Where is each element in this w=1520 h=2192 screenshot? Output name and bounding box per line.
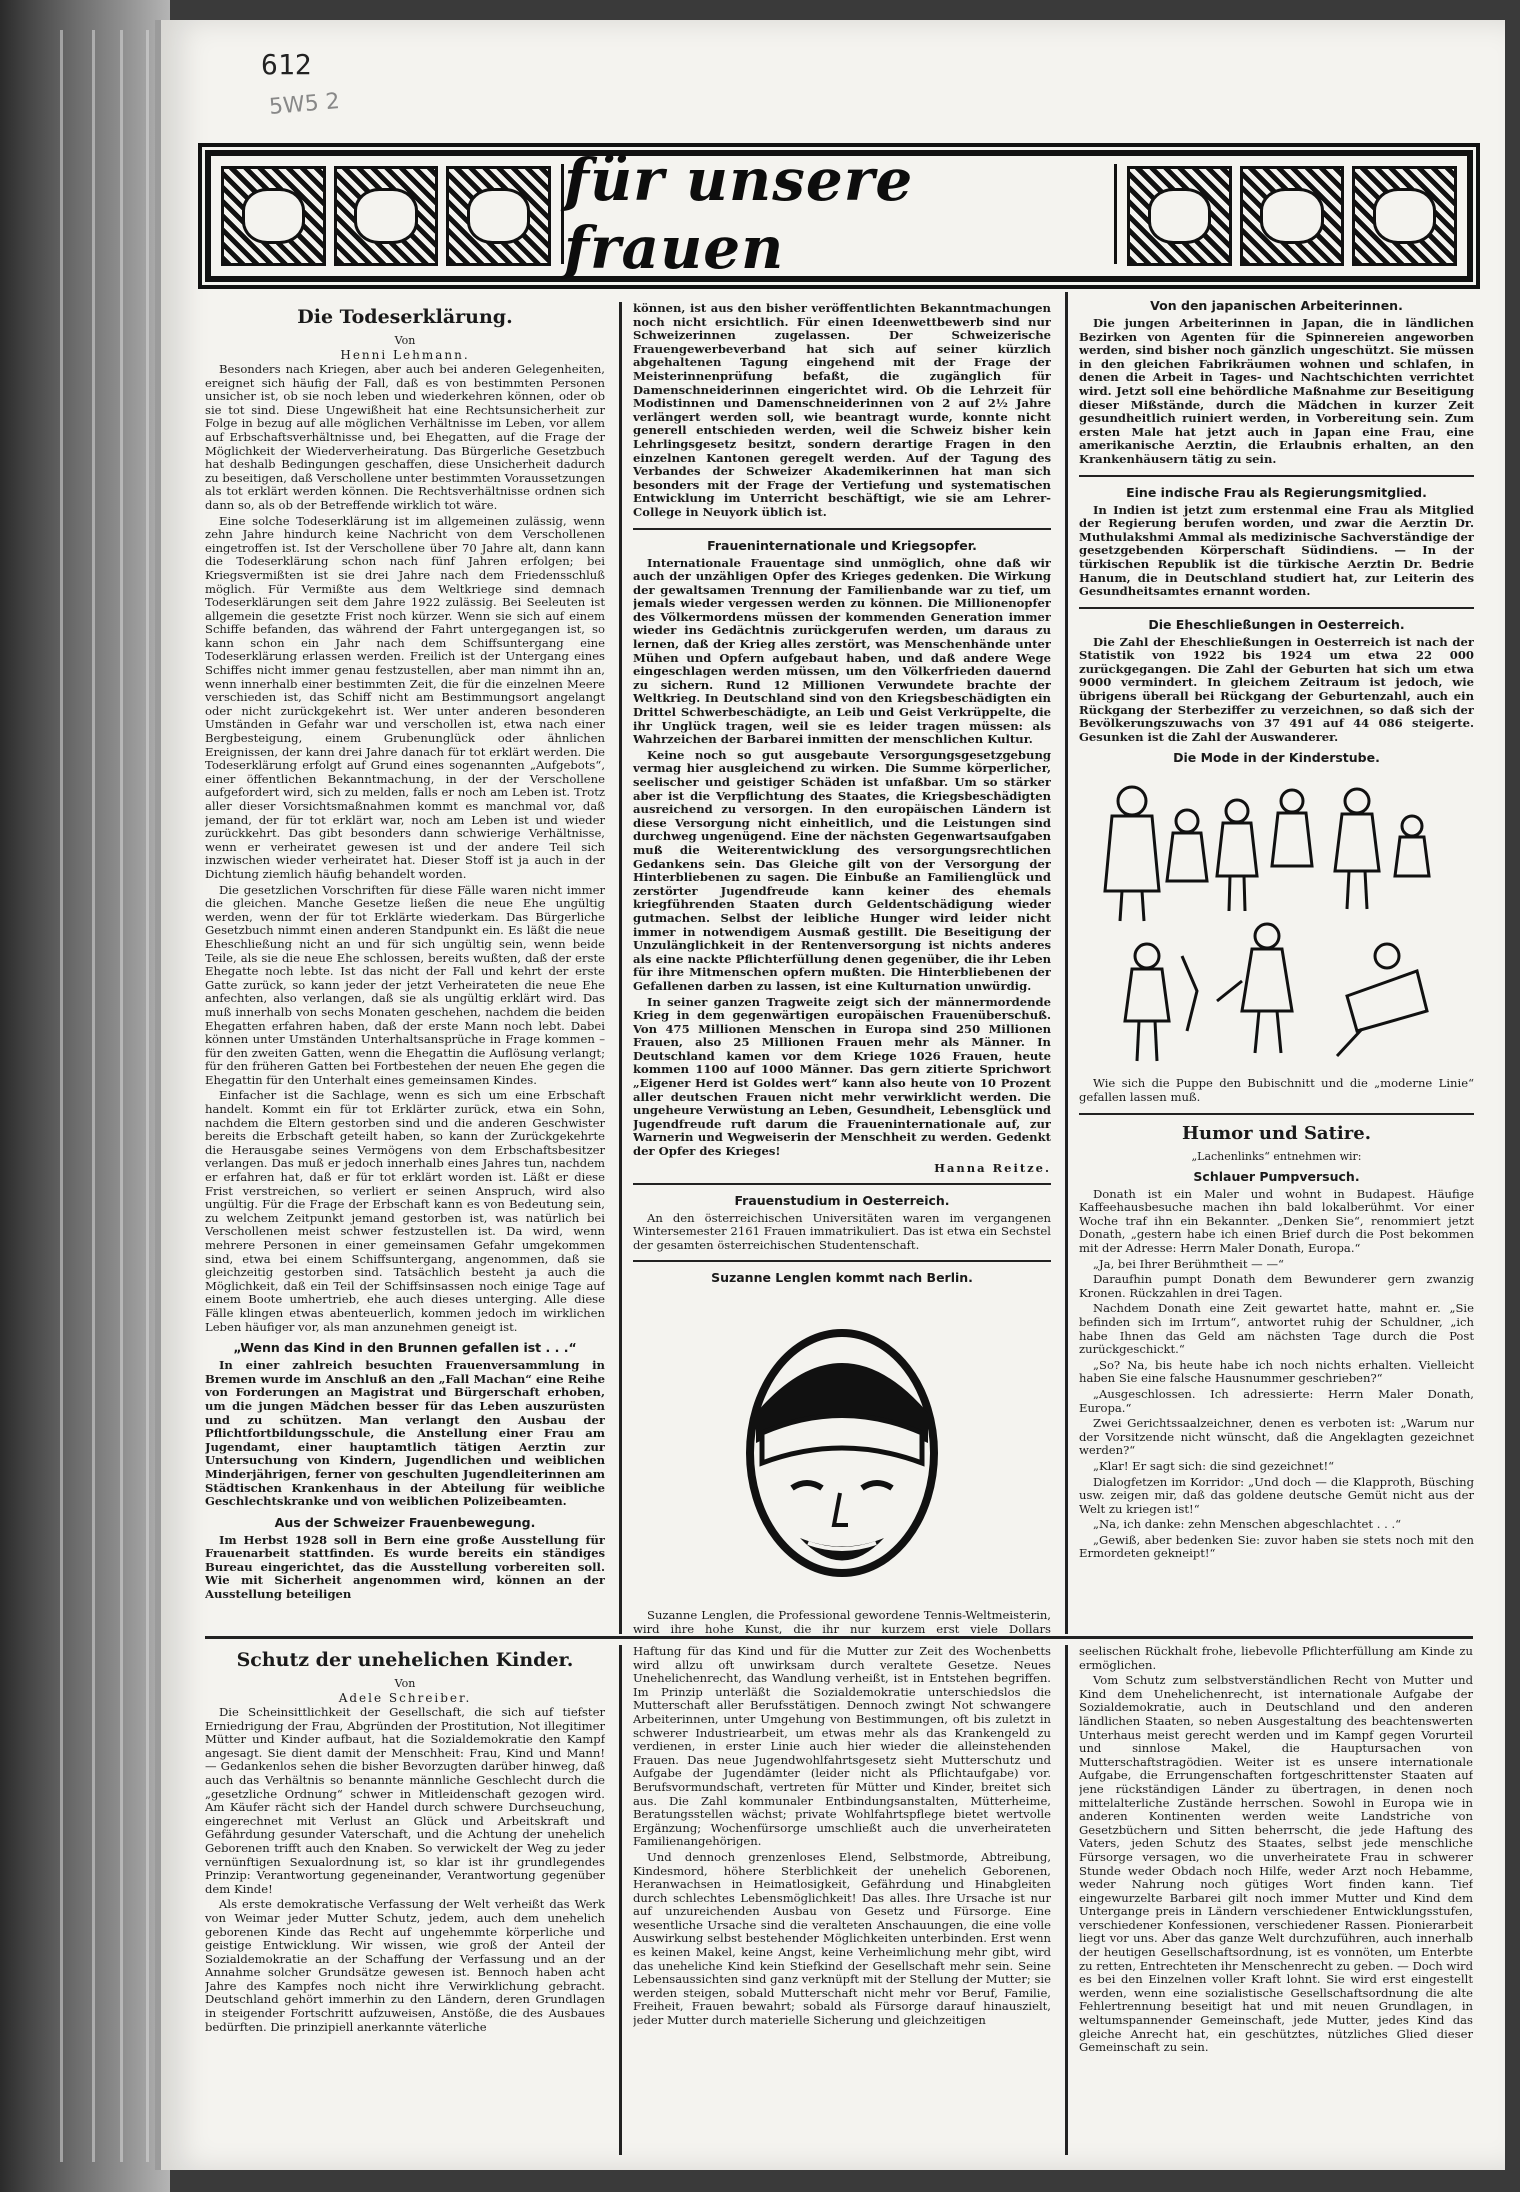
paragraph: Einfacher ist die Sachlage, wenn es sich um eine Erbschaft handelt. Kommt ein für tot Erklärter zurück, etwa ein Sohn, nachdem die Eltern gestorben sind und die anderen Geschwister bereits die Erbschaft geteilt haben, so kann der Zurückgekehrte die Herausgabe seines Vermögens von dem Erbschaftsbesitzer verlangen. Das muß er jedoch innerhalb eines Jahres tun, nachdem er erfahren hat, daß er für tot erklärt worden ist. Läßt er diese Frist verstreichen, so verliert er seinen Anspruch, wird also ungültig. Für die Frage der Erbschaft kann es von Bedeutung sein, zu welchem Zeitpunkt jemand gestorben ist, was natürlich bei Verschollenen meist schwer festzustellen ist. Da wird, wenn mehrere Personen in einer gemeinsamen Gefahr umgekommen sind, etwa bei einem Schiffsuntergang, angenommen, daß sie gleichzeitig gestorben sind. Tatsächlich besteht ja auch die Möglichkeit, daß ein Teil der Schiffsinsassen noch einige Tage auf einem Boote umhertrieb, ehe auch dieses unterging. Alle diese Fälle klingen etwas abenteuerlich, kommen jedoch im wirklichen Leben häufiger vor, als man anzunehmen geneigt ist. <box>205 1088 605 1334</box>
divider <box>1079 1113 1474 1115</box>
column-rule <box>619 302 622 1634</box>
paragraph: Die Zahl der Eheschließungen in Oesterreich ist nach der Statistik von 1922 bis 1924 um etwa 22 000 zurückgegangen. Die Zahl der Geburten hat sich um etwa 9000 vermindert. In gleichem Zeitraum ist jedoch, wie übrigens überall bei Rückgang der Geburtenzahl, auch ein Rückgang der Sterbeziffer zu verzeichnen, so daß sich der Bevölkerungszuwachs von 37 491 auf 44 086 steigerte. Gesunken ist die Zahl der Auswanderer. <box>1079 634 1474 744</box>
divider <box>1079 475 1474 477</box>
ornament-left-icon <box>221 166 551 266</box>
section-title: für unsere frauen <box>561 164 1117 264</box>
paragraph: Daraufhin pumpt Donath dem Bewunderer gern zwanzig Kronen. Rückzahlen in drei Tagen. <box>1079 1272 1474 1300</box>
paragraph: „So? Na, bis heute habe ich noch nichts erhalten. Vielleicht haben Sie eine falsche Hausnummer geschrieben?“ <box>1079 1357 1474 1386</box>
book-binding <box>0 0 170 2192</box>
column-rule <box>1065 292 1068 1634</box>
paragraph: „Ja, bei Ihrer Berühmtheit — —“ <box>1093 1256 1284 1271</box>
signature: Hanna Reitze. <box>934 1160 1051 1175</box>
column-3 <box>1079 292 1474 1634</box>
newspaper-page <box>155 20 1505 2170</box>
paragraph: In einer zahlreich besuchten Frauenversammlung in Bremen wurde im Anschluß an den „Fall Machan“ eine Reihe von Forderungen an Magistrat und Bürgerschaft erhoben, um die jungen Mädchen besser für das Leben auszurüsten und zu schützen. Man verlangt den Ausbau der Pflichtfortbildungsschule, die Anstellung einer Frau am Jugendamt, einer hauptamtlich tätigen Aerztin zur Untersuchung von Kindern, Jugendlichen und weiblichen Minderjährigen, ferner von geschulten Jugendleiterinnen am Städtischen Krankenhaus in der Abteilung für weibliche Geschlechtskranke und von weiblichen Polizeibeamten. <box>205 1358 605 1509</box>
paragraph: Nachdem Donath eine Zeit gewartet hatte, mahnt er. „Sie befinden sich im Irrtum“, antwortet ruhig der Schuldner, „ich habe Ihnen das Geld am nächsten Tage durch die Post zurückgeschickt.“ <box>1079 1301 1474 1357</box>
paragraph: Haftung für das Kind und für die Mutter zur Zeit des Wochenbetts wird allzu oft unwirksam durch veraltete Gesetze. Neues Unehelichenrecht, das Wandlung verheißt, ist in Entstehen begriffen. Im Prinzip unterläßt die Sozialdemokratie unterschiedslos die Mutterschaft aller Berufsstätigen. Dennoch zwingt Not schwangere Arbeiterinnen, unter Umgehung von Bestimmungen, oft bis zuletzt in schwerer Industriearbeit, um etwas mehr als das Krankengeld zu verdienen, in erster Linie auch hier wieder die alleinstehenden Frauen. Das neue Jugendwohlfahrtsgesetz sieht Mutterschutz und Aufgabe der Jugendämter (leider nicht als Pflichtaufgabe) vor. Berufsvormundschaft, vertreten für Mütter und Kinder, breitet sich aus. Die Zahl kommunaler Entbindungsanstalten, Mütterheime, Beratungsstellen wächst; private Wohlfahrtspflege bietet wertvolle Ergänzung; Wochenfürsorge umschließt auch die unverheirateten Familienangehörigen. <box>633 1645 1051 1849</box>
paragraph: „Klar! Er sagt sich: die sind gezeichnet!“ <box>1093 1458 1335 1473</box>
article-uneheliche-kinder <box>205 1645 1473 2155</box>
paragraph: Zwei Gerichtssaalzeichner, denen es verboten ist: „Warum nur der Vorsitzende nicht wünscht, daß die Angeklagten gezeichnet werden?“ <box>1079 1416 1474 1458</box>
column-2 <box>633 302 1051 1634</box>
bottom-column-3 <box>1079 1645 1473 2155</box>
paragraph: Als erste demokratische Verfassung der Welt verheißt das Werk von Weimar jeder Mutter Schutz, jedem, auch dem unehelich geborenen Kinde das Recht auf ungehemmte körperliche und geistige Entwicklung. Wir wissen, wie groß der Anteil der Sozialdemokratie an der Schaffung der Verfassung und an der Annahme solcher Grundsätze gewesen ist. Bennoch haben acht Jahre des Kampfes noch nicht ihre Verwirklichung gebracht. Deutschland gehört immerhin zu den Ländern, deren Grundlagen in steigender Fortschritt aufzuweisen, Anstöße, die des Ausbaues bedürften. Die prinzipiell anerkannte väterliche <box>205 1897 605 2034</box>
paragraph: „Gewiß, aber bedenken Sie: zuvor haben sie stets noch mit den Ermordeten gekneipt!“ <box>1079 1532 1474 1561</box>
paragraph: Keine noch so gut ausgebaute Versorgungsgesetzgebung vermag hier ausgleichend zu wirken. Die Summe körperlicher, seelischer und geistiger Schäden ist unfaßbar. Um so stärker aber ist die Verpflichtung des Staates, die Kriegsbeschädigten ausreichend zu versorgen. In den europäischen Ländern ist diese Versorgung nicht einheitlich, und die Leistungen sind durchweg ungenügend. Eine der nächsten Gegenwartsaufgaben muß die Weiterentwicklung des versorgungsrechtlichen Gedankens sein. Das Gleiche gilt von der Versorgung der Hinterbliebenen zu sagen. Die Einbuße an Familienglück und zerstörter Jugendfreude kann keiner des ehemals kriegführenden Staaten durch Geldentschädigung wieder gutmachen. Selbst der leibliche Hunger wird leider nicht immer in notwendigem Ausmaß gestillt. Die Beseitigung der Unzulänglichkeit in der Rentenversorgung ist nichts anderes als eine nackte Pflichterfüllung denen gegenüber, die ihr Leben für ihre Mitmenschen opfern mußten. Die Hinterbliebenen der Gefallenen darben zu lassen, ist eine Kulturnation unwürdig. <box>633 747 1051 993</box>
article-title-frauenstudium: Frauenstudium in Oesterreich. <box>734 1192 950 1208</box>
paragraph: Die Scheinsittlichkeit der Gesellschaft, die sich auf tiefster Erniedrigung der Frau, Abgründen der Prostitution, Not illegitimer Mütter und Kinder aufbaut, hat die Sozialdemokratie den Kampf angesagt. Sie dient damit der Menschheit: Frau, Kind und Mann! — Gedankenlos sehen die bisher Bevorzugten darüber hinweg, daß auch das Verhältnis so benannte männliche Geschlecht durch die „gesetzliche Ordnung“ schwer in Mitleidenschaft gezogen wird. Am Käufer rächt sich der Handel durch schwere Durchseuchung, eingerechnet mit Verlust an Glück und Arbeitskraft und Gefährdung gesunder Vaterschaft, und die Achtung der unehelich Geborenen trifft auch den Knaben. So verwickelt der Weg zu jeder vernünftigen Sexualordnung ist, so klar ist ihr grundlegendes Prinzip: Verantwortung gegeneinander, Verantwortung gegenüber dem Kinde! <box>205 1705 605 1896</box>
ornament-right-icon <box>1127 166 1457 266</box>
paragraph: können, ist aus den bisher veröffentlichten Bekanntmachungen noch nicht ersichtlich. Für einen Ideenwettbewerb sind nur Schweizerinnen zugelassen. Der Schweizerische Frauengewerbeverband hat sich auf seiner kürzlich abgehaltenen Tagung eingehend mit der Frage der Meisterinnenprüfung befaßt, die zugänglich für Damenschneiderinnen eingerichtet wird. Ob die Lehrzeit für Modistinnen und Damenschneiderinnen von 2 auf 2½ Jahre verlängert werden soll, wie beantragt wurde, konnte nicht generell entschieden werden, weil die Schweiz bisher kein Lehrlingsgesetz besitzt, sondern derartige Fragen in den einzelnen Kantonen geregelt werden. Auf der Tagung des Verbandes der Schweizer Akademikerinnen hat man sich besonders mit der Frage der Vertiefung und systematischen Entwicklung im Unterricht beschäftigt, wie sie am Lehrer-College in Neuyork üblich ist. <box>633 302 1051 519</box>
paragraph: Besonders nach Kriegen, aber auch bei anderen Gelegenheiten, ereignet sich häufig der Fall, daß es von bestimmten Personen unsicher ist, ob sie noch leben und wiederkehren können, oder ob sie tot sind. Diese Ungewißheit hat eine Rechtsunsicherheit zur Folge in bezug auf alle möglichen Verhältnisse im Leben, vor allem auf Erbschaftsverhältnisse und, bei Ehegatten, auf die Frage der Möglichkeit der Wiederverheiratung. Das Bürgerliche Gesetzbuch hat deshalb Bedingungen geschaffen, diese Unsicherheit dadurch zu beseitigen, daß Verschollene unter bestimmten Voraussetzungen als tot erklärt werden können. Die Rechtsverhältnisse ordnen sich dann so, als ob der Betreffende wirklich tot wäre. <box>205 362 605 512</box>
divider <box>633 1260 1051 1262</box>
article-title-japan: Von den japanischen Arbeiterinnen. <box>1150 298 1403 313</box>
paragraph: Die gesetzlichen Vorschriften für diese Fälle waren nicht immer die gleichen. Manche Gesetze ließen die neue Ehe ungültig werden, wenn der für tot Erklärte wiederkam. Das Bürgerliche Gesetzbuch nimmt einen anderen Standpunkt ein. Es läßt die neue Eheschließung nicht an und für sich ungültig sein, wenn beide Teile, als sie die neue Ehe schlossen, bereits wußten, daß der erste Ehegatte noch lebte. Ist das nicht der Fall und kehrt der erste Gatte zurück, so kann jeder der jetzt Verheirateten die neue Ehe anfechten, also verlangen, daß sie als ungültig erklärt wird. Das muß innerhalb von sechs Monaten geschehen, nachdem die beiden Ehegatten erfahren haben, daß der erste Mann noch lebt. Dabei können unter Umständen Unterhaltsansprüche in Frage kommen – für den zweiten Gatten, wenn die Ehegattin die Auflösung verlangt; für den früheren Gatten bei Fortbestehen der neuen Ehe gegen die Ehegattin für den Unterhalt eines gemeinsamen Kindes. <box>205 882 605 1087</box>
divider <box>1079 607 1474 609</box>
bottom-column-2 <box>633 1645 1051 2155</box>
column-1 <box>205 302 605 1634</box>
paragraph: In seiner ganzen Tragweite zeigt sich der männermordende Krieg in dem gegenwärtigen europäischen Frauenüberschuß. Von 475 Millionen Menschen in Europa sind 250 Millionen Frauen, also 25 Millionen Frauen mehr als Männer. In Deutschland kamen vor dem Kriege 1026 Frauen, heute kommen 1100 auf 1000 Männer. Das gern zitierte Sprichwort „Eigener Herd ist Goldes wert“ kann also heute von 10 Prozent aller deutschen Frauen nicht mehr verwirklicht werden. Die ungeheure Verwüstung an Leben, Gesundheit, Lebensglück und Jugendfreude ruft darum die Fraueninternationale auf, zur Warnerin und Wegweiserin der Menschheit zu werden. Gedenkt der Opfer des Krieges! <box>633 994 1051 1159</box>
article-title-lenglen: Suzanne Lenglen kommt nach Berlin. <box>711 1270 973 1286</box>
section-rule <box>205 1636 1473 1639</box>
byline-von: Von <box>394 334 416 347</box>
article-title-brunnen: „Wenn das Kind in den Brunnen gefallen ist . . .“ <box>233 1340 577 1356</box>
paragraph: Donath ist ein Maler und wohnt in Budapest. Häufige Kaffeehausbesuche machen ihn bald lokalberühmt. Vor einer Woche traf ihn ein Bekannter. „Denken Sie“, renommiert jetzt Donath, „gestern habe ich einen Brief durch die Post bekommen mit der Adresse: Herrn Maler Donath, Europa.“ <box>1079 1186 1474 1255</box>
paragraph: Internationale Frauentage sind unmöglich, ohne daß wir auch der unzähligen Opfer des Krieges gedenken. Die Wirkung der gewaltsamen Trennung der Familienbande war zu tief, um jemals wieder vergessen werden zu können. Die Millionenopfer des Völkermordens müssen der kommenden Generation immer wieder ins Gedächtnis zurückgerufen werden, um daraus zu lernen, daß der Krieg alles zerstört, was Menschenhände unter Mühen und Opfern aufgebaut haben, und daß andere Wege eingeschlagen werden müssen, um den Völkerfrieden dauernd zu sichern. Rund 12 Millionen Verwundete brachte der Weltkrieg. In Deutschland sind von den Kriegsbeschädigten ein Drittel Schwerbeschädigte, an Leib und Geist Verkrüppelte, die ihr Unglück tragen, weil sie es leider tragen müssen: als Wahrzeichen der Barbarei inmitten der menschlichen Kultur. <box>633 555 1051 747</box>
divider <box>633 528 1051 530</box>
masthead <box>205 146 1473 282</box>
paragraph: Vom Schutz zum selbstverständlichen Recht von Mutter und Kind dem Unehelichenrecht, ist internationale Aufgabe der Sozialdemokratie, auch in Deutschland und den anderen ländlichen Staaten, so neben Ausgestaltung des beachtenswerten Unterhaus meist gerecht werden und im Kampf gegen Vorurteil und sinnlose Makel, die Hauptursachen von Mutterschaftstragödien. Weiter ist es unsere internationale Aufgabe, die Errungenschaften fortgeschrittenster Staaten auf jene rückständigen Länder zu übertragen, in denen noch mittelalterliche Zustände herrschen. Sowohl in Europa wie in anderen Kontinenten werden weite Landstriche von Gesetzbüchern und Sitten beherrscht, die jede Haftung des Vaters, jeden Schutz des Staates, selbst jede menschliche Fürsorge versagen, wo die unverheiratete Frau in schwerer Stunde weder Obdach noch Hilfe, weder Arzt noch Hebamme, weder Nahrung noch gütiges Wort finden kann. Tief eingewurzelte Barbarei gilt noch immer Mutter und Kind dem Untergange preis in Ländern verschiedener Entwicklungsstufen, verschiedener Konfessionen, verschiedener Rassen. Pionierarbeit liegt vor uns. Aber das ganze Welt durchzuführen, auch innerhalb der heutigen Gesellschaftsordnung, ist es vonnöten, um Enterbte zu retten, Entrechteten ihr Menschenrecht zu geben. — Doch wird es bei den Einzelnen voller Kraft lohnt. Sie wird erst eingestellt werden, wenn eine sozialistische Gesellschaftsordnung die alte Fehlertrennung beseitigt hat und mit neuen Grundlagen, in weltumspannender Gemeinschaft, jede Mutter, jedes Kind das gleiche Anrecht hat, ein geschütztes, nützliches Glied dieser Gemeinschaft zu sein. <box>1079 1673 1473 2055</box>
article-title-pumpversuch: Schlauer Pumpversuch. <box>1193 1168 1360 1184</box>
article-title-india: Eine indische Frau als Regierungsmitglied. <box>1126 484 1427 500</box>
paragraph: Im Herbst 1928 soll in Bern eine große Ausstellung für Frauenarbeit stattfinden. Es wurde bereits ein ständiges Bureau eingerichtet, das die Ausstellung vorbereiten soll. Wie mit Sicherheit angenommen wird, können an der Ausstellung beteiligen <box>205 1532 605 1602</box>
children-fashion-illustration-icon <box>1087 771 1467 1071</box>
lenglen-portrait-icon <box>712 1293 972 1603</box>
paragraph: Suzanne Lenglen, die Professional gewordene Tennis-Weltmeisterin, wird ihre hohe Kunst, die ihr nur kurzem erst viele Dollars <box>633 1608 1051 1634</box>
article-title-austria: Die Eheschließungen in Oesterreich. <box>1148 616 1405 632</box>
paragraph: Und dennoch grenzenloses Elend, Selbstmorde, Abtreibung, Kindesmord, höhere Sterblichkeit der unehelich Geborenen, Heranwachsen in Heimatlosigkeit, Gefährdung und Hinabgleiten durch schlechtes Lebensmöglichkeit! Das alles. Ihre Ursache ist nur auf unzureichenden Ausbau von Gesetz und Fürsorge. Eine wesentliche Ursache sind die veralteten Anschauungen, die eine volle Auswirkung selbst bestehender Möglichkeiten unterbinden. Erst wenn es keinen Makel, keine Angst, keine Verheimlichung mehr gibt, wird das uneheliche Kind kein Stiefkind der Gesellschaft mehr sein. Seine Lebensaussichten sind ganz verknüpft mit der Stellung der Mutter; sie werden steigen, sobald Mutterschaft nicht mehr vor Beruf, Familie, Freiheit, Frauen bewahrt; sobald als Fürsorge darauf hinauszielt, jeder Mutter durch materielle Sicherung und gleichzeitigen <box>633 1849 1051 2028</box>
archive-stamp: 5W5 2 <box>268 88 341 121</box>
paragraph: In Indien ist jetzt zum erstenmal eine Frau als Mitglied der Regierung berufen worden, und zwar die Aerztin Dr. Muthulakshmi Ammal als medizinische Sachverständige der gesetzgebenden Körperschaft Südindiens. — In der türkischen Republik ist die türkische Aerztin Dr. Bedrie Hanum, die in Deutschland studiert hat, zur Leiterin des Gesundheitsamtes ernannt worden. <box>1079 502 1474 599</box>
bottom-column-1 <box>205 1645 605 2155</box>
article-title-uneheliche: Schutz der unehelichen Kinder. <box>236 1649 574 1671</box>
article-title-mode: Die Mode in der Kinderstube. <box>1173 750 1380 766</box>
humor-source: „Lachenlinks“ entnehmen wir: <box>1191 1149 1362 1163</box>
article-title-schweiz: Aus der Schweizer Frauenbewegung. <box>274 1514 536 1530</box>
column-rule <box>1065 1645 1068 2155</box>
paragraph: An den österreichischen Universitäten waren im vergangenen Wintersemester 2161 Frauen immatrikuliert. Das ist etwa ein Sechstel der gesamten österreichischen Studentenschaft. <box>633 1210 1051 1252</box>
article-title-kriegsopfer: Fraueninternationale und Kriegsopfer. <box>707 537 977 553</box>
divider <box>633 1183 1051 1185</box>
byline-author: Henni Lehmann. <box>340 348 470 362</box>
page-number: 612 <box>261 48 312 81</box>
illustration-caption: Wie sich die Puppe den Bubischnitt und die „moderne Linie“ gefallen lassen muß. <box>1079 1076 1474 1105</box>
article-title-humor: Humor und Satire. <box>1182 1122 1371 1144</box>
byline-author: Adele Schreiber. <box>338 1691 472 1705</box>
paragraph: seelischen Rückhalt frohe, liebevolle Pflichterfüllung am Kinde zu ermöglichen. <box>1079 1645 1473 1672</box>
paragraph: Die jungen Arbeiterinnen in Japan, die in ländlichen Bezirken von Agenten für die Spinnereien angeworben werden, sind bisher noch gänzlich ungeschützt. Sie müssen in den gleichen Fabrikräumen wohnen und schlafen, in denen die Arbeit in Tages- und Nachtschichten verrichtet wird. Jetzt soll eine behördliche Maßnahme zur Beseitigung dieser Mißstände, durch die Mädchen in kurzer Zeit gesundheitlich ruiniert werden, in Vorbereitung sein. Zum ersten Male hat jetzt auch in Japan eine Frau, eine amerikanische Aerztin, die Erlaubnis erhalten, an den Krankenhäusern tätig zu sein. <box>1079 316 1474 466</box>
paragraph: „Na, ich danke: zehn Menschen abgeschlachtet . . .“ <box>1093 1517 1402 1532</box>
column-rule <box>619 1645 622 2155</box>
paragraph: „Ausgeschlossen. Ich adressierte: Herrn Maler Donath, Europa.“ <box>1079 1386 1474 1415</box>
article-title-todeserklaerung: Die Todeserklärung. <box>297 306 513 328</box>
paragraph: Dialogfetzen im Korridor: „Und doch — die Klapproth, Büsching usw. zeigen mir, daß das goldene deutsche Gemüt nicht aus der Welt zu kriegen ist!“ <box>1079 1474 1474 1516</box>
byline-von: Von <box>394 1677 416 1690</box>
paragraph: Eine solche Todeserklärung ist im allgemeinen zulässig, wenn zehn Jahre hindurch keine Nachricht von dem Verschollenen eingetroffen ist. Ist der Verschollene über 70 Jahre alt, dann kann die Todeserklärung schon nach fünf Jahren erfolgen; bei Kriegsvermißten ist sie drei Jahre nach dem Friedensschluß möglich. Für Vermißte aus dem Weltkriege sind demnach Todeserklärungen seit dem Jahre 1922 zulässig. Bei Seeleuten ist allgemein die gesetzte Frist noch kürzer. Wenn sie sich auf einem Schiffe befanden, das während der Fahrt untergegangen ist, so kann schon ein Jahr nach dem Schiffsuntergang eine Todeserklärung erlassen werden. Freilich ist der Untergang eines Schiffes nicht immer genau festzustellen, aber man nimmt ihn an, wenn innerhalb einer bestimmten Zeit, die für die einzelnen Meere verschieden ist, das Schiff nicht am Bestimmungsort angelangt oder nicht zurückgekehrt ist. Wer unter anderen besonderen Umständen in Gefahr war und verschollen ist, etwa nach einer Bergbesteigung, einem Grubenunglück oder ähnlichen Ereignissen, der kann drei Jahre danach für tot erklärt werden. Die Todeserklärung erfolgt auf Grund eines sogenannten „Aufgebots“, einer öffentlichen Bekanntmachung, in der der Verschollene aufgefordert wird, sich zu melden, falls er noch am Leben ist. Trotz aller dieser Vorsichtsmaßnahmen kommt es manchmal vor, daß jemand, der für tot erklärt war, noch am Leben ist und wieder zurückkehrt. Das gibt besonders dann schwierige Verhältnisse, wenn er verheiratet gewesen ist und der andere Teil sich inzwischen wieder verheiratet hat. Dieser Stoff ist ja auch in der Dichtung ziemlich häufig behandelt worden. <box>205 513 605 881</box>
